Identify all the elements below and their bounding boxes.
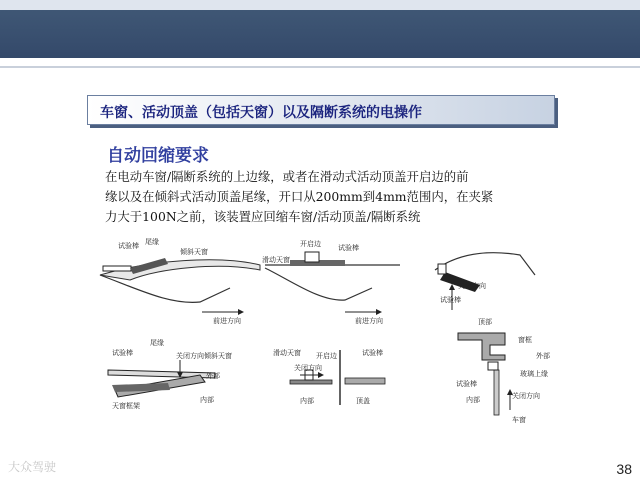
d4-outside-label: 外部: [206, 372, 220, 380]
d2-open-edge-label: 开启边: [300, 240, 321, 248]
d2-forward-label: 前进方向: [355, 317, 383, 325]
d6-rod-label: 试验棒: [456, 380, 477, 388]
d5-open-edge-label: 开启边: [316, 352, 337, 360]
page-number: 38: [616, 461, 632, 477]
diagram-window-section: [456, 317, 550, 424]
d3-rod-label: 试验棒: [440, 296, 461, 304]
header-divider: [0, 66, 640, 68]
d5-inside-label: 内部: [300, 397, 314, 405]
d1-rod-label: 试验棒: [118, 242, 139, 250]
diagram-tilt-section: [108, 338, 232, 410]
d5-close-label: 关闭方向: [294, 364, 322, 372]
d6-outside-label: 外部: [536, 352, 550, 360]
d1-forward-label: 前进方向: [213, 317, 241, 325]
d4-rod-label: 试验棒: [112, 349, 133, 357]
d6-inside-label: 内部: [466, 396, 480, 404]
d6-top-label: 顶部: [478, 318, 492, 326]
d2-slide-label: 滑动天窗: [262, 256, 290, 264]
d3-close-label: 关闭方向: [458, 282, 486, 290]
d1-tilt-label: 倾斜天窗: [180, 248, 208, 256]
d4-tilt-label: 倾斜天窗: [204, 352, 232, 360]
d4-inside-label: 内部: [200, 396, 214, 404]
header-band: [0, 10, 640, 58]
diagram-slide-section: [273, 348, 385, 405]
diagram-area: [0, 230, 640, 450]
diagram-slide-roof: [262, 239, 400, 325]
d4-tail-label: 尾缘: [150, 339, 164, 347]
d2-rod-label: 试验棒: [338, 244, 359, 252]
header-band-top: [0, 0, 640, 10]
d6-frame-label: 窗框: [518, 336, 532, 344]
d6-close-label: 关闭方向: [512, 392, 540, 400]
d5-slide-label: 滑动天窗: [273, 349, 301, 357]
d6-window-label: 车窗: [512, 416, 526, 424]
d4-frame-label: 天窗框架: [112, 402, 140, 410]
slide-title-box: [87, 95, 555, 125]
body-line-2: 缘以及在倾斜式活动顶盖尾缘，开口从200mm到4mm范围内，在夹紧: [105, 189, 494, 204]
diagram-window-top: [435, 253, 535, 310]
body-line-3: 力大于100N之前，该装置应回缩车窗/活动顶盖/隔断系统: [105, 209, 421, 224]
slide-title: 车窗、活动顶盖（包括天窗）以及隔断系统的电操作: [100, 105, 422, 121]
body-paragraph: [105, 167, 555, 227]
logo-text: 大众驾驶: [8, 460, 57, 474]
diagram-tilt-roof: [100, 237, 260, 325]
d6-glass-edge-label: 玻璃上缘: [520, 370, 548, 378]
d5-roof-label: 顶盖: [356, 397, 370, 405]
d4-close-label: 关闭方向: [176, 352, 204, 360]
watermark-logo: [8, 458, 56, 475]
slide-subtitle: 自动回缩要求: [107, 146, 209, 166]
d1-tail-label: 尾缘: [145, 238, 159, 246]
body-line-1: 在电动车窗/隔断系统的上边缘，或者在滑动式活动顶盖开启边的前: [105, 169, 469, 184]
d5-rod-label: 试验棒: [362, 349, 383, 357]
